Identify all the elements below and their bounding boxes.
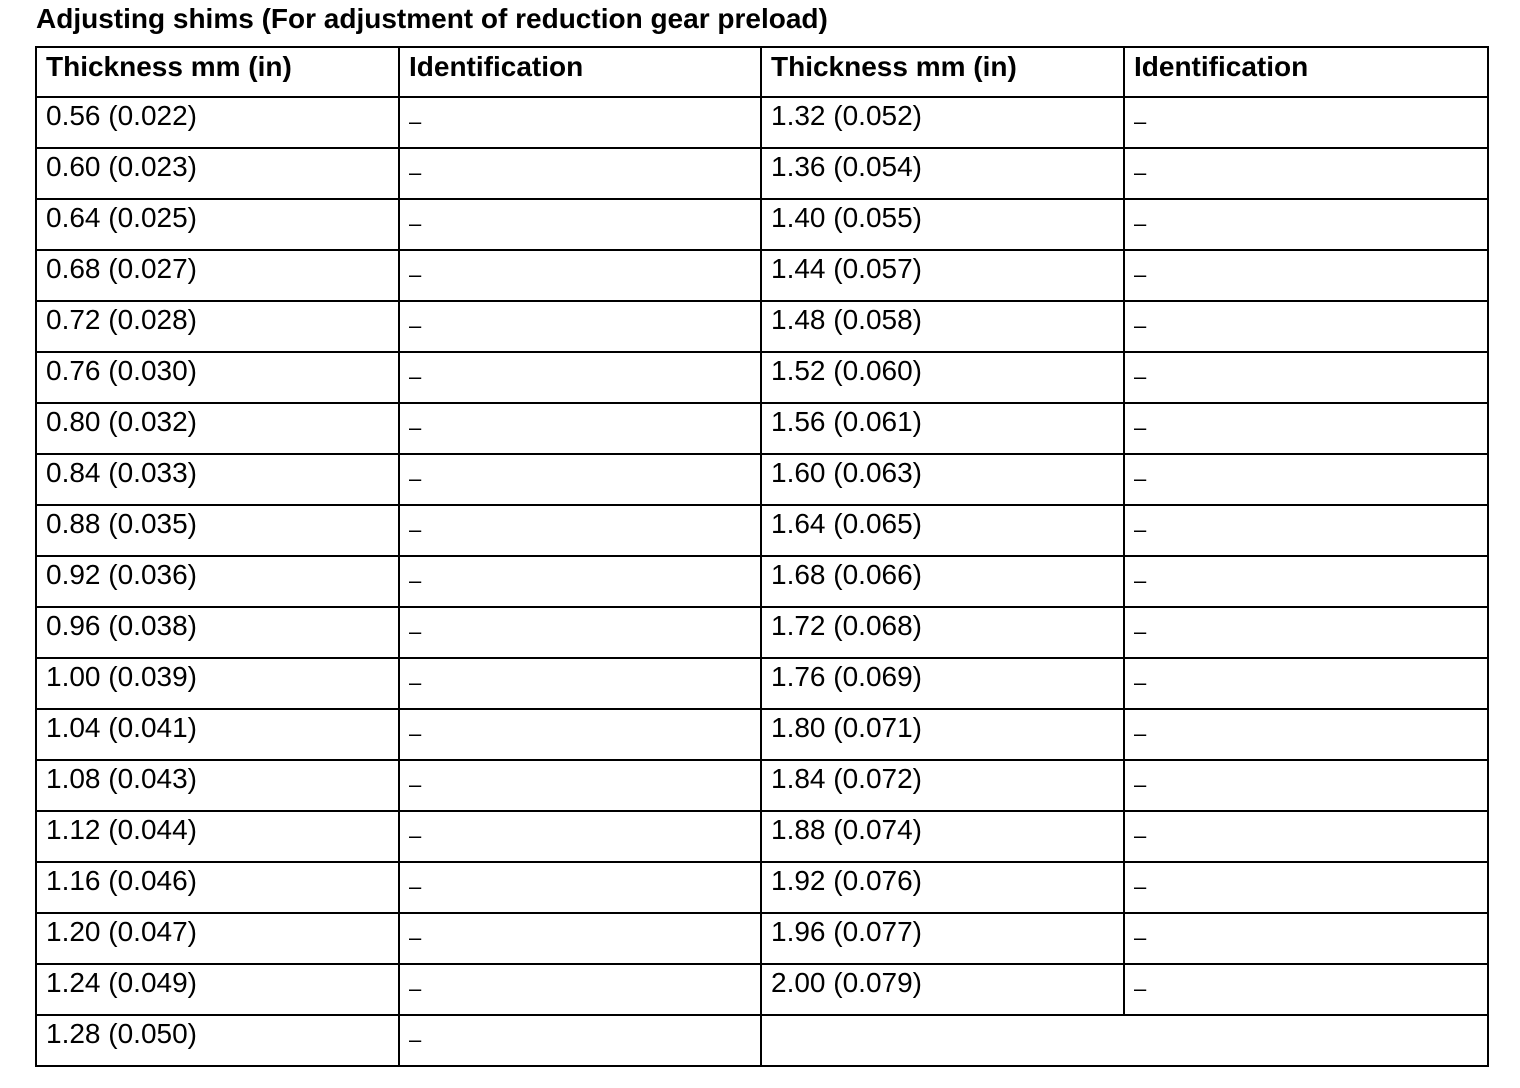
thickness-cell: 1.40 (0.055) [761, 199, 1124, 250]
empty-cell [761, 1015, 1488, 1066]
identification-cell [399, 964, 761, 1015]
identification-cell [399, 97, 761, 148]
header-identification-right: Identification [1124, 47, 1488, 97]
identification-cell [399, 301, 761, 352]
thickness-cell: 1.88 (0.074) [761, 811, 1124, 862]
identification-cell [1124, 301, 1488, 352]
identification-cell [399, 811, 761, 862]
identification-cell [1124, 964, 1488, 1015]
table-row [36, 1015, 1488, 1066]
thickness-cell: 0.64 (0.025) [36, 199, 399, 250]
identification-dash: – [409, 925, 422, 950]
identification-cell [399, 250, 761, 301]
thickness-cell: 0.76 (0.030) [36, 352, 399, 403]
thickness-cell: 1.28 (0.050) [36, 1015, 399, 1066]
table-row [36, 250, 1488, 301]
thickness-cell: 0.68 (0.027) [36, 250, 399, 301]
identification-cell [1124, 811, 1488, 862]
identification-cell [399, 658, 761, 709]
identification-dash: – [1134, 517, 1147, 542]
identification-dash: – [409, 466, 422, 491]
identification-dash: – [1134, 415, 1147, 440]
thickness-cell: 1.92 (0.076) [761, 862, 1124, 913]
identification-dash: – [409, 109, 422, 134]
identification-dash: – [1134, 568, 1147, 593]
thickness-cell: 0.84 (0.033) [36, 454, 399, 505]
identification-cell [1124, 148, 1488, 199]
identification-dash: – [1134, 772, 1147, 797]
identification-dash: – [1134, 874, 1147, 899]
table-row [36, 913, 1488, 964]
identification-dash: – [409, 415, 422, 440]
header-row [36, 47, 1488, 97]
table-row [36, 658, 1488, 709]
thickness-cell: 1.04 (0.041) [36, 709, 399, 760]
identification-dash: – [1134, 262, 1147, 287]
table-row [36, 403, 1488, 454]
identification-dash: – [1134, 160, 1147, 185]
identification-dash: – [1134, 466, 1147, 491]
identification-dash: – [1134, 976, 1147, 1001]
thickness-cell: 0.92 (0.036) [36, 556, 399, 607]
thickness-cell: 1.96 (0.077) [761, 913, 1124, 964]
identification-dash: – [409, 262, 422, 287]
thickness-cell: 1.44 (0.057) [761, 250, 1124, 301]
table-row [36, 556, 1488, 607]
identification-dash: – [409, 1027, 422, 1052]
table-row [36, 97, 1488, 148]
identification-dash: – [409, 772, 422, 797]
identification-cell [399, 760, 761, 811]
thickness-cell: 1.20 (0.047) [36, 913, 399, 964]
thickness-cell: 0.96 (0.038) [36, 607, 399, 658]
table-row [36, 862, 1488, 913]
identification-cell [1124, 760, 1488, 811]
table-title: Adjusting shims (For adjustment of reduction gear preload) [36, 3, 828, 34]
identification-dash: – [409, 619, 422, 644]
identification-dash: – [409, 721, 422, 746]
identification-dash: – [1134, 925, 1147, 950]
table-row [36, 964, 1488, 1015]
identification-dash: – [1134, 364, 1147, 389]
identification-cell [1124, 505, 1488, 556]
identification-dash: – [409, 670, 422, 695]
identification-cell [399, 505, 761, 556]
identification-cell [1124, 403, 1488, 454]
header-thickness-left: Thickness mm (in) [36, 47, 399, 97]
thickness-cell: 0.88 (0.035) [36, 505, 399, 556]
identification-cell [1124, 658, 1488, 709]
identification-cell [399, 913, 761, 964]
thickness-cell: 1.08 (0.043) [36, 760, 399, 811]
header-identification-left: Identification [399, 47, 761, 97]
identification-dash: – [1134, 619, 1147, 644]
identification-cell [399, 148, 761, 199]
identification-dash: – [1134, 313, 1147, 338]
table-row [36, 199, 1488, 250]
identification-dash: – [1134, 211, 1147, 236]
table-body [36, 97, 1488, 1066]
thickness-cell: 2.00 (0.079) [761, 964, 1124, 1015]
table-row [36, 301, 1488, 352]
shim-table [35, 46, 1489, 1067]
identification-dash: – [1134, 823, 1147, 848]
identification-cell [399, 403, 761, 454]
identification-cell [399, 1015, 761, 1066]
table-row [36, 709, 1488, 760]
identification-cell [1124, 454, 1488, 505]
thickness-cell: 1.36 (0.054) [761, 148, 1124, 199]
table-row [36, 352, 1488, 403]
table-row [36, 148, 1488, 199]
header-thickness-right: Thickness mm (in) [761, 47, 1124, 97]
thickness-cell: 0.72 (0.028) [36, 301, 399, 352]
identification-cell [1124, 607, 1488, 658]
thickness-cell: 1.24 (0.049) [36, 964, 399, 1015]
identification-cell [399, 862, 761, 913]
identification-cell [399, 607, 761, 658]
identification-dash: – [1134, 670, 1147, 695]
thickness-cell: 1.76 (0.069) [761, 658, 1124, 709]
identification-cell [1124, 199, 1488, 250]
thickness-cell: 1.60 (0.063) [761, 454, 1124, 505]
identification-cell [1124, 862, 1488, 913]
thickness-cell: 1.16 (0.046) [36, 862, 399, 913]
identification-dash: – [409, 976, 422, 1001]
thickness-cell: 1.52 (0.060) [761, 352, 1124, 403]
thickness-cell: 0.60 (0.023) [36, 148, 399, 199]
identification-dash: – [409, 874, 422, 899]
identification-dash: – [409, 823, 422, 848]
table-row [36, 760, 1488, 811]
identification-cell [399, 199, 761, 250]
thickness-cell: 1.00 (0.039) [36, 658, 399, 709]
identification-cell [1124, 97, 1488, 148]
table-row [36, 607, 1488, 658]
thickness-cell: 0.56 (0.022) [36, 97, 399, 148]
thickness-cell: 0.80 (0.032) [36, 403, 399, 454]
identification-cell [1124, 352, 1488, 403]
identification-dash: – [1134, 721, 1147, 746]
identification-dash: – [409, 568, 422, 593]
thickness-cell: 1.80 (0.071) [761, 709, 1124, 760]
identification-dash: – [1134, 109, 1147, 134]
thickness-cell: 1.12 (0.044) [36, 811, 399, 862]
identification-cell [399, 709, 761, 760]
identification-dash: – [409, 160, 422, 185]
identification-cell [399, 454, 761, 505]
thickness-cell: 1.32 (0.052) [761, 97, 1124, 148]
identification-dash: – [409, 313, 422, 338]
thickness-cell: 1.84 (0.072) [761, 760, 1124, 811]
identification-cell [1124, 556, 1488, 607]
thickness-cell: 1.68 (0.066) [761, 556, 1124, 607]
table-row [36, 811, 1488, 862]
identification-dash: – [409, 517, 422, 542]
thickness-cell: 1.64 (0.065) [761, 505, 1124, 556]
table-row [36, 454, 1488, 505]
identification-cell [1124, 709, 1488, 760]
thickness-cell: 1.56 (0.061) [761, 403, 1124, 454]
thickness-cell: 1.48 (0.058) [761, 301, 1124, 352]
thickness-cell: 1.72 (0.068) [761, 607, 1124, 658]
table-row [36, 505, 1488, 556]
identification-cell [399, 352, 761, 403]
identification-cell [399, 556, 761, 607]
identification-dash: – [409, 211, 422, 236]
identification-cell [1124, 913, 1488, 964]
identification-dash: – [409, 364, 422, 389]
identification-cell [1124, 250, 1488, 301]
